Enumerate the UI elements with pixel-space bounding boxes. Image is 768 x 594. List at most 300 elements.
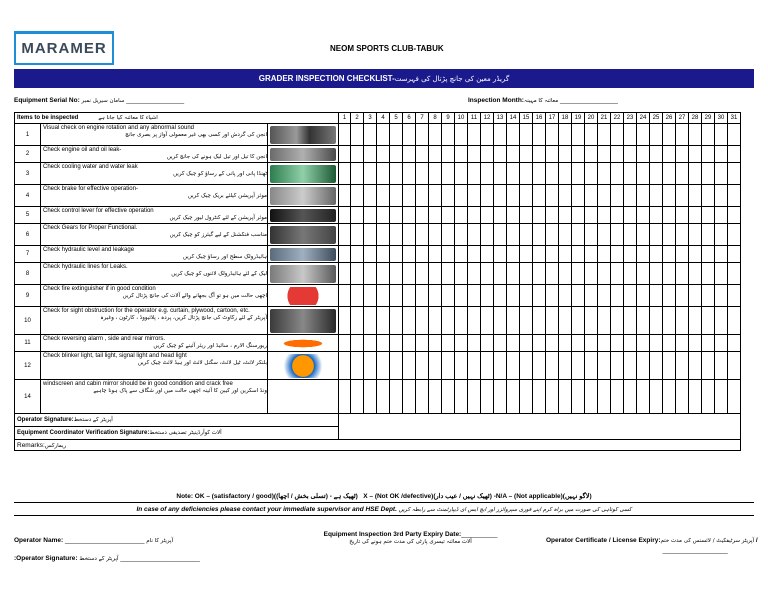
check-cell[interactable] <box>364 207 377 224</box>
check-cell[interactable] <box>339 146 351 163</box>
check-cell[interactable] <box>390 307 403 335</box>
check-cell[interactable] <box>572 307 585 335</box>
check-cell[interactable] <box>598 146 611 163</box>
check-cell[interactable] <box>429 335 442 352</box>
check-cell[interactable] <box>728 224 741 246</box>
check-cell[interactable] <box>403 352 416 380</box>
check-cell[interactable] <box>572 146 585 163</box>
check-cell[interactable] <box>468 263 481 285</box>
check-cell[interactable] <box>339 124 351 146</box>
check-cell[interactable] <box>468 163 481 185</box>
check-cell[interactable] <box>559 163 572 185</box>
check-cell[interactable] <box>585 124 598 146</box>
check-cell[interactable] <box>637 246 650 263</box>
check-cell[interactable] <box>585 335 598 352</box>
check-cell[interactable] <box>429 352 442 380</box>
check-cell[interactable] <box>507 163 520 185</box>
check-cell[interactable] <box>481 380 494 414</box>
check-cell[interactable] <box>351 224 364 246</box>
check-cell[interactable] <box>455 335 468 352</box>
check-cell[interactable] <box>339 335 351 352</box>
check-cell[interactable] <box>663 185 676 207</box>
check-cell[interactable] <box>624 185 637 207</box>
check-cell[interactable] <box>364 380 377 414</box>
check-cell[interactable] <box>455 185 468 207</box>
check-cell[interactable] <box>611 185 624 207</box>
check-cell[interactable] <box>339 307 351 335</box>
check-cell[interactable] <box>442 307 455 335</box>
check-cell[interactable] <box>468 307 481 335</box>
check-cell[interactable] <box>715 335 728 352</box>
check-cell[interactable] <box>442 380 455 414</box>
check-cell[interactable] <box>507 124 520 146</box>
check-cell[interactable] <box>351 285 364 307</box>
check-cell[interactable] <box>403 380 416 414</box>
check-cell[interactable] <box>520 146 533 163</box>
check-cell[interactable] <box>507 185 520 207</box>
check-cell[interactable] <box>403 224 416 246</box>
check-cell[interactable] <box>702 285 715 307</box>
check-cell[interactable] <box>585 207 598 224</box>
check-cell[interactable] <box>351 246 364 263</box>
check-cell[interactable] <box>624 207 637 224</box>
check-cell[interactable] <box>689 146 702 163</box>
check-cell[interactable] <box>455 163 468 185</box>
check-cell[interactable] <box>611 207 624 224</box>
check-cell[interactable] <box>390 163 403 185</box>
check-cell[interactable] <box>494 163 507 185</box>
check-cell[interactable] <box>377 352 390 380</box>
check-cell[interactable] <box>351 307 364 335</box>
check-cell[interactable] <box>585 307 598 335</box>
check-cell[interactable] <box>364 307 377 335</box>
check-cell[interactable] <box>676 246 689 263</box>
check-cell[interactable] <box>624 163 637 185</box>
check-cell[interactable] <box>702 380 715 414</box>
check-cell[interactable] <box>728 146 741 163</box>
check-cell[interactable] <box>377 263 390 285</box>
check-cell[interactable] <box>494 246 507 263</box>
check-cell[interactable] <box>442 285 455 307</box>
check-cell[interactable] <box>494 124 507 146</box>
check-cell[interactable] <box>416 352 429 380</box>
check-cell[interactable] <box>520 224 533 246</box>
check-cell[interactable] <box>494 224 507 246</box>
check-cell[interactable] <box>429 224 442 246</box>
check-cell[interactable] <box>585 352 598 380</box>
check-cell[interactable] <box>429 380 442 414</box>
check-cell[interactable] <box>416 263 429 285</box>
check-cell[interactable] <box>546 146 559 163</box>
check-cell[interactable] <box>650 352 663 380</box>
check-cell[interactable] <box>533 246 546 263</box>
check-cell[interactable] <box>507 380 520 414</box>
check-cell[interactable] <box>702 124 715 146</box>
check-cell[interactable] <box>442 185 455 207</box>
check-cell[interactable] <box>494 207 507 224</box>
check-cell[interactable] <box>546 307 559 335</box>
check-cell[interactable] <box>637 124 650 146</box>
check-cell[interactable] <box>351 380 364 414</box>
check-cell[interactable] <box>715 307 728 335</box>
check-cell[interactable] <box>390 124 403 146</box>
check-cell[interactable] <box>611 285 624 307</box>
check-cell[interactable] <box>455 307 468 335</box>
check-cell[interactable] <box>559 124 572 146</box>
check-cell[interactable] <box>468 146 481 163</box>
check-cell[interactable] <box>559 207 572 224</box>
check-cell[interactable] <box>339 380 351 414</box>
check-cell[interactable] <box>715 285 728 307</box>
check-cell[interactable] <box>429 285 442 307</box>
check-cell[interactable] <box>728 246 741 263</box>
check-cell[interactable] <box>572 163 585 185</box>
check-cell[interactable] <box>455 146 468 163</box>
check-cell[interactable] <box>403 307 416 335</box>
check-cell[interactable] <box>650 146 663 163</box>
check-cell[interactable] <box>624 263 637 285</box>
check-cell[interactable] <box>507 263 520 285</box>
check-cell[interactable] <box>702 146 715 163</box>
check-cell[interactable] <box>572 335 585 352</box>
check-cell[interactable] <box>728 380 741 414</box>
check-cell[interactable] <box>624 380 637 414</box>
check-cell[interactable] <box>364 146 377 163</box>
check-cell[interactable] <box>663 285 676 307</box>
check-cell[interactable] <box>702 335 715 352</box>
check-cell[interactable] <box>390 352 403 380</box>
check-cell[interactable] <box>339 163 351 185</box>
operator-signature[interactable] <box>15 414 339 427</box>
check-cell[interactable] <box>481 163 494 185</box>
check-cell[interactable] <box>624 246 637 263</box>
check-cell[interactable] <box>468 335 481 352</box>
check-cell[interactable] <box>520 380 533 414</box>
check-cell[interactable] <box>611 224 624 246</box>
check-cell[interactable] <box>546 335 559 352</box>
check-cell[interactable] <box>507 307 520 335</box>
check-cell[interactable] <box>468 207 481 224</box>
check-cell[interactable] <box>364 185 377 207</box>
check-cell[interactable] <box>377 246 390 263</box>
check-cell[interactable] <box>351 352 364 380</box>
check-cell[interactable] <box>533 185 546 207</box>
check-cell[interactable] <box>637 380 650 414</box>
check-cell[interactable] <box>689 352 702 380</box>
check-cell[interactable] <box>468 124 481 146</box>
check-cell[interactable] <box>559 185 572 207</box>
check-cell[interactable] <box>364 246 377 263</box>
check-cell[interactable] <box>585 146 598 163</box>
check-cell[interactable] <box>468 352 481 380</box>
check-cell[interactable] <box>676 224 689 246</box>
check-cell[interactable] <box>533 285 546 307</box>
check-cell[interactable] <box>403 163 416 185</box>
check-cell[interactable] <box>598 224 611 246</box>
check-cell[interactable] <box>715 246 728 263</box>
check-cell[interactable] <box>624 146 637 163</box>
check-cell[interactable] <box>689 207 702 224</box>
check-cell[interactable] <box>572 380 585 414</box>
check-cell[interactable] <box>507 335 520 352</box>
check-cell[interactable] <box>533 207 546 224</box>
check-cell[interactable] <box>481 335 494 352</box>
check-cell[interactable] <box>650 263 663 285</box>
check-cell[interactable] <box>377 124 390 146</box>
check-cell[interactable] <box>637 352 650 380</box>
check-cell[interactable] <box>650 246 663 263</box>
check-cell[interactable] <box>533 163 546 185</box>
check-cell[interactable] <box>403 124 416 146</box>
check-cell[interactable] <box>520 335 533 352</box>
check-cell[interactable] <box>728 263 741 285</box>
check-cell[interactable] <box>728 335 741 352</box>
check-cell[interactable] <box>442 146 455 163</box>
check-cell[interactable] <box>611 307 624 335</box>
check-cell[interactable] <box>481 246 494 263</box>
check-cell[interactable] <box>468 185 481 207</box>
check-cell[interactable] <box>663 352 676 380</box>
check-cell[interactable] <box>689 307 702 335</box>
check-cell[interactable] <box>520 124 533 146</box>
check-cell[interactable] <box>403 335 416 352</box>
check-cell[interactable] <box>507 207 520 224</box>
check-cell[interactable] <box>351 163 364 185</box>
check-cell[interactable] <box>637 146 650 163</box>
check-cell[interactable] <box>507 352 520 380</box>
check-cell[interactable] <box>715 224 728 246</box>
check-cell[interactable] <box>533 124 546 146</box>
check-cell[interactable] <box>650 185 663 207</box>
check-cell[interactable] <box>689 163 702 185</box>
check-cell[interactable] <box>468 380 481 414</box>
check-cell[interactable] <box>728 185 741 207</box>
check-cell[interactable] <box>598 124 611 146</box>
check-cell[interactable] <box>650 124 663 146</box>
check-cell[interactable] <box>442 263 455 285</box>
check-cell[interactable] <box>637 263 650 285</box>
check-cell[interactable] <box>403 285 416 307</box>
check-cell[interactable] <box>572 124 585 146</box>
check-cell[interactable] <box>416 380 429 414</box>
check-cell[interactable] <box>572 285 585 307</box>
check-cell[interactable] <box>520 263 533 285</box>
check-cell[interactable] <box>598 185 611 207</box>
check-cell[interactable] <box>572 246 585 263</box>
check-cell[interactable] <box>416 246 429 263</box>
check-cell[interactable] <box>403 263 416 285</box>
check-cell[interactable] <box>598 207 611 224</box>
check-cell[interactable] <box>702 207 715 224</box>
check-cell[interactable] <box>728 307 741 335</box>
check-cell[interactable] <box>377 185 390 207</box>
check-cell[interactable] <box>339 352 351 380</box>
license-input[interactable]: __________________ <box>662 547 728 554</box>
check-cell[interactable] <box>520 307 533 335</box>
check-cell[interactable] <box>689 246 702 263</box>
check-cell[interactable] <box>663 246 676 263</box>
check-cell[interactable] <box>339 246 351 263</box>
check-cell[interactable] <box>339 207 351 224</box>
check-cell[interactable] <box>403 146 416 163</box>
check-cell[interactable] <box>585 246 598 263</box>
check-cell[interactable] <box>507 146 520 163</box>
check-cell[interactable] <box>559 146 572 163</box>
check-cell[interactable] <box>689 335 702 352</box>
check-cell[interactable] <box>429 263 442 285</box>
check-cell[interactable] <box>351 263 364 285</box>
check-cell[interactable] <box>728 285 741 307</box>
check-cell[interactable] <box>429 246 442 263</box>
check-cell[interactable] <box>598 246 611 263</box>
check-cell[interactable] <box>650 335 663 352</box>
check-cell[interactable] <box>377 207 390 224</box>
check-cell[interactable] <box>715 263 728 285</box>
check-cell[interactable] <box>390 224 403 246</box>
check-cell[interactable] <box>416 207 429 224</box>
check-cell[interactable] <box>533 307 546 335</box>
check-cell[interactable] <box>377 307 390 335</box>
check-cell[interactable] <box>585 263 598 285</box>
check-cell[interactable] <box>689 380 702 414</box>
check-cell[interactable] <box>546 224 559 246</box>
check-cell[interactable] <box>364 335 377 352</box>
check-cell[interactable] <box>572 263 585 285</box>
check-cell[interactable] <box>611 335 624 352</box>
check-cell[interactable] <box>468 224 481 246</box>
check-cell[interactable] <box>351 146 364 163</box>
check-cell[interactable] <box>533 380 546 414</box>
check-cell[interactable] <box>598 380 611 414</box>
check-cell[interactable] <box>611 352 624 380</box>
check-cell[interactable] <box>520 352 533 380</box>
check-cell[interactable] <box>442 163 455 185</box>
check-cell[interactable] <box>494 380 507 414</box>
check-cell[interactable] <box>429 163 442 185</box>
check-cell[interactable] <box>663 380 676 414</box>
check-cell[interactable] <box>546 285 559 307</box>
check-cell[interactable] <box>468 285 481 307</box>
expiry-input[interactable]: __________ <box>461 531 498 538</box>
check-cell[interactable] <box>663 335 676 352</box>
check-cell[interactable] <box>650 285 663 307</box>
check-cell[interactable] <box>520 246 533 263</box>
check-cell[interactable] <box>676 263 689 285</box>
check-cell[interactable] <box>559 352 572 380</box>
check-cell[interactable] <box>520 185 533 207</box>
check-cell[interactable] <box>364 285 377 307</box>
check-cell[interactable] <box>637 224 650 246</box>
check-cell[interactable] <box>715 124 728 146</box>
check-cell[interactable] <box>416 124 429 146</box>
check-cell[interactable] <box>546 263 559 285</box>
check-cell[interactable] <box>676 146 689 163</box>
check-cell[interactable] <box>702 352 715 380</box>
check-cell[interactable] <box>390 380 403 414</box>
check-cell[interactable] <box>611 146 624 163</box>
check-cell[interactable] <box>650 224 663 246</box>
check-cell[interactable] <box>559 285 572 307</box>
check-cell[interactable] <box>442 124 455 146</box>
check-cell[interactable] <box>494 185 507 207</box>
check-cell[interactable] <box>637 185 650 207</box>
check-cell[interactable] <box>351 185 364 207</box>
check-cell[interactable] <box>416 307 429 335</box>
check-cell[interactable] <box>624 124 637 146</box>
check-cell[interactable] <box>728 207 741 224</box>
check-cell[interactable] <box>377 146 390 163</box>
check-cell[interactable] <box>481 307 494 335</box>
month-input[interactable]: ________________ <box>559 97 618 104</box>
check-cell[interactable] <box>481 263 494 285</box>
check-cell[interactable] <box>676 307 689 335</box>
check-cell[interactable] <box>481 146 494 163</box>
check-cell[interactable] <box>377 224 390 246</box>
check-cell[interactable] <box>663 207 676 224</box>
check-cell[interactable] <box>676 380 689 414</box>
check-cell[interactable] <box>676 207 689 224</box>
check-cell[interactable] <box>520 207 533 224</box>
check-cell[interactable] <box>494 146 507 163</box>
check-cell[interactable] <box>702 185 715 207</box>
check-cell[interactable] <box>390 146 403 163</box>
check-cell[interactable] <box>364 124 377 146</box>
check-cell[interactable] <box>481 207 494 224</box>
check-cell[interactable] <box>585 224 598 246</box>
check-cell[interactable] <box>689 224 702 246</box>
check-cell[interactable] <box>611 163 624 185</box>
check-cell[interactable] <box>442 335 455 352</box>
remarks-field[interactable] <box>15 440 741 451</box>
check-cell[interactable] <box>546 207 559 224</box>
check-cell[interactable] <box>339 285 351 307</box>
check-cell[interactable] <box>598 352 611 380</box>
check-cell[interactable] <box>598 263 611 285</box>
check-cell[interactable] <box>702 263 715 285</box>
check-cell[interactable] <box>702 246 715 263</box>
check-cell[interactable] <box>403 185 416 207</box>
check-cell[interactable] <box>624 224 637 246</box>
check-cell[interactable] <box>676 352 689 380</box>
check-cell[interactable] <box>637 335 650 352</box>
check-cell[interactable] <box>533 335 546 352</box>
check-cell[interactable] <box>702 224 715 246</box>
check-cell[interactable] <box>715 163 728 185</box>
check-cell[interactable] <box>390 263 403 285</box>
check-cell[interactable] <box>442 207 455 224</box>
check-cell[interactable] <box>507 224 520 246</box>
check-cell[interactable] <box>429 307 442 335</box>
check-cell[interactable] <box>455 224 468 246</box>
check-cell[interactable] <box>390 285 403 307</box>
check-cell[interactable] <box>689 124 702 146</box>
check-cell[interactable] <box>650 307 663 335</box>
check-cell[interactable] <box>533 352 546 380</box>
check-cell[interactable] <box>572 352 585 380</box>
check-cell[interactable] <box>715 146 728 163</box>
check-cell[interactable] <box>585 163 598 185</box>
check-cell[interactable] <box>533 263 546 285</box>
check-cell[interactable] <box>598 335 611 352</box>
check-cell[interactable] <box>455 207 468 224</box>
check-cell[interactable] <box>390 246 403 263</box>
check-cell[interactable] <box>377 285 390 307</box>
check-cell[interactable] <box>676 163 689 185</box>
check-cell[interactable] <box>585 285 598 307</box>
check-cell[interactable] <box>494 335 507 352</box>
check-cell[interactable] <box>572 185 585 207</box>
check-cell[interactable] <box>390 335 403 352</box>
